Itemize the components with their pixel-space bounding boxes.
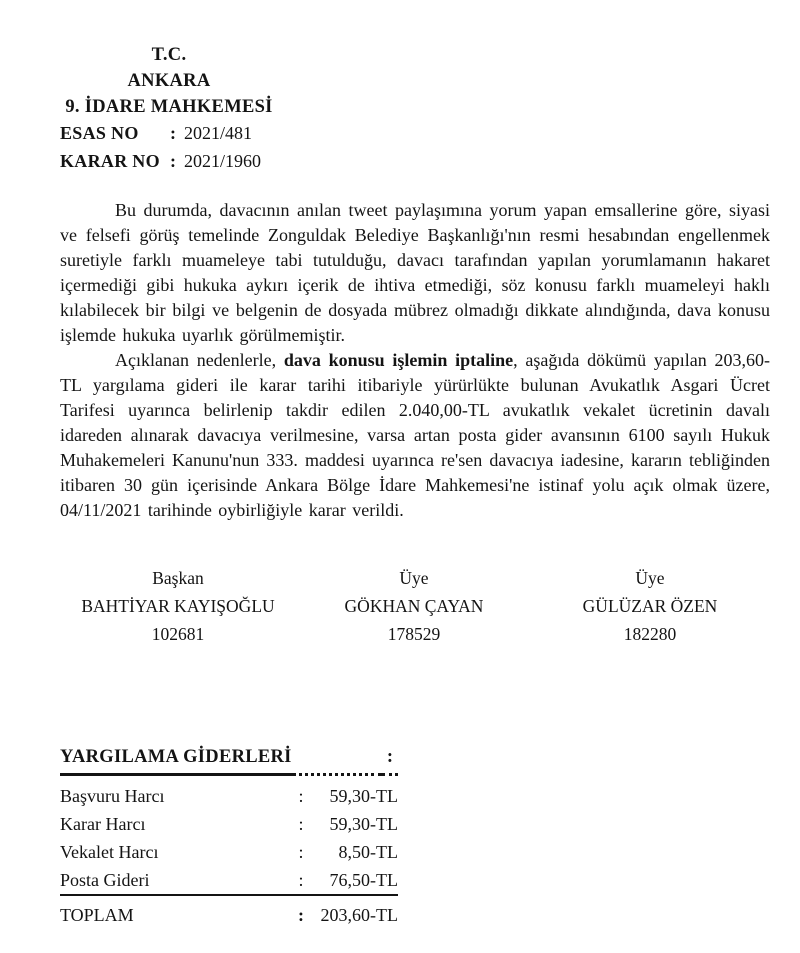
expense-row-karar-harci <box>60 810 398 838</box>
expense-label: Karar Harcı <box>60 814 146 834</box>
expenses-title-colon: : <box>382 744 398 776</box>
expense-row-basvuru-harci <box>60 782 398 810</box>
signature-registry-no: 102681 <box>151 624 205 644</box>
republic-label: T.C. <box>151 45 187 65</box>
signature-title: Üye <box>399 568 429 588</box>
karar-no-separator: : <box>170 151 176 171</box>
city-label: ANKARA <box>127 71 211 91</box>
expense-amount: 59,30-TL <box>329 786 398 806</box>
signature-name: GÜLÜZAR ÖZEN <box>582 596 718 616</box>
expense-row-vekalet-harci <box>60 838 398 866</box>
expenses-table <box>60 744 398 929</box>
court-header <box>58 42 280 120</box>
expense-label: Başvuru Harcı <box>60 786 165 806</box>
expense-amount: 8,50-TL <box>338 842 398 862</box>
esas-no-value: 2021/481 <box>184 123 253 143</box>
signature-president <box>60 564 296 648</box>
karar-no-value: 2021/1960 <box>184 151 262 171</box>
signature-block <box>60 564 768 648</box>
expenses-title: YARGILAMA GİDERLERİ <box>60 744 292 776</box>
signature-name: GÖKHAN ÇAYAN <box>344 596 484 616</box>
court-name: 9. İDARE MAHKEMESİ <box>65 97 273 117</box>
signature-registry-no: 182280 <box>623 624 677 644</box>
expenses-rows <box>60 782 398 896</box>
paragraph-ruling <box>60 348 770 523</box>
expense-amount: 59,30-TL <box>329 814 398 834</box>
expenses-total-row <box>60 896 398 929</box>
esas-no-separator: : <box>170 123 176 143</box>
decision-body <box>60 198 770 523</box>
signature-member-2 <box>532 564 768 648</box>
expense-label: Vekalet Harcı <box>60 842 159 862</box>
signature-title: Başkan <box>152 568 204 588</box>
paragraph-findings: Bu durumda, davacının anılan tweet paylaşımına yorum yapan emsallerine göre, siyasi ve felsefi görüş temelinde Zonguldak Belediye Başkanlığı'nın resmi hesabından engellenmek suretiyle farklı muameleye tabi tutulduğu, davacı tarafından yapılan yorumlamanın hakaret içermediği gibi hukuka aykırı içerik de ihtiva etmediği, söz konusu farklı muameleyi haklı kılabilecek bir bilgi ve belgenin de dosyada mübrez olmadığı dikkate alındığında, dava konusu işlemde hukuka uyarlık görülmemiştir. <box>60 200 770 345</box>
dotted-leader <box>292 761 382 776</box>
total-amount: 203,60-TL <box>320 905 398 925</box>
expense-separator: : <box>298 786 304 806</box>
ruling-text-after: , aşağıda dökümü yapılan 203,60-TL yargılama gideri ile karar tarihi itibariyle yürürlükte bulunan Avukatlık Asgari Ücret Tarifesi uyarınca belirlenip takdir edilen 2.040,00-TL avukatlık vekalet ücretinin davalı idareden alınarak davacıya verilmesine, varsa artan posta gider avansının 6100 sayılı Hukuk Muhakemeleri Kanunu'nun 333. maddesi uyarınca re'sen davacıya iadesine, kararın tebliğinden itibaren 30 gün içerisinde Ankara Bölge İdare Mahkemesi'ne istinaf yolu açık olmak üzere, 04/11/2021 tarihinde oybirliğiyle karar verildi. <box>60 350 771 520</box>
expense-amount: 76,50-TL <box>329 870 398 890</box>
total-separator: : <box>298 905 304 925</box>
expense-row-posta-gideri <box>60 866 398 896</box>
expense-separator: : <box>298 870 304 890</box>
karar-no-label: KARAR NO <box>60 151 160 171</box>
expense-separator: : <box>298 842 304 862</box>
signature-title: Üye <box>635 568 665 588</box>
expense-separator: : <box>298 814 304 834</box>
signature-member-1 <box>296 564 532 648</box>
total-label: TOPLAM <box>60 905 134 925</box>
signature-name: BAHTİYAR KAYIŞOĞLU <box>81 596 275 616</box>
expenses-header-row <box>60 744 398 776</box>
esas-no-row <box>60 119 420 147</box>
signature-registry-no: 178529 <box>387 624 441 644</box>
karar-no-row <box>60 147 420 175</box>
ruling-text-before: Açıklanan nedenlerle, <box>115 350 284 370</box>
expense-label: Posta Gideri <box>60 870 150 890</box>
case-number-block <box>60 119 420 175</box>
esas-no-label: ESAS NO <box>60 123 139 143</box>
ruling-emphasis: dava konusu işlemin iptaline <box>283 350 514 370</box>
